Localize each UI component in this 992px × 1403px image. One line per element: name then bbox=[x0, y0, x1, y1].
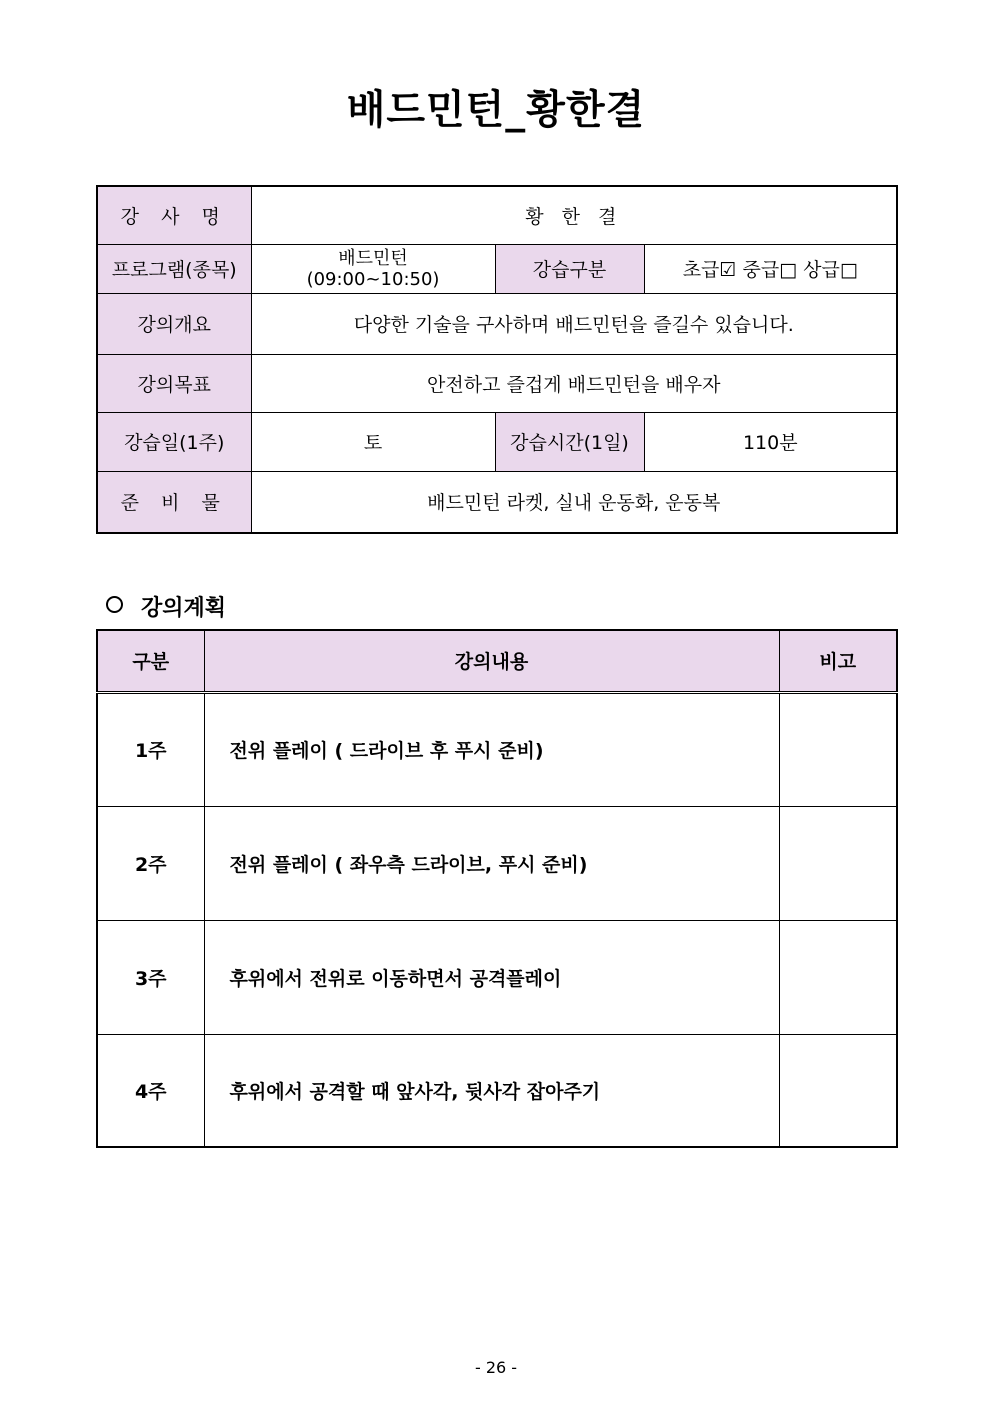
content-cell: 전위 플레이 ( 좌우측 드라이브, 푸시 준비) bbox=[204, 806, 779, 920]
program-label: 프로그램(종목) bbox=[97, 244, 251, 293]
note-cell bbox=[779, 692, 897, 806]
week-cell: 2주 bbox=[97, 806, 204, 920]
note-cell bbox=[779, 1034, 897, 1147]
overview-row bbox=[97, 293, 897, 354]
goal-label: 강의목표 bbox=[97, 354, 251, 412]
table-row bbox=[97, 692, 897, 806]
note-cell bbox=[779, 806, 897, 920]
page-number: - 26 - bbox=[474, 1358, 518, 1377]
supplies-value: 배드민턴 라켓, 실내 운동화, 운동복 bbox=[251, 471, 897, 533]
goal-row bbox=[97, 354, 897, 412]
content-cell: 전위 플레이 ( 드라이브 후 푸시 준비) bbox=[204, 692, 779, 806]
instructor-row bbox=[97, 186, 897, 244]
week-cell: 4주 bbox=[97, 1034, 204, 1147]
schedule-row bbox=[97, 412, 897, 471]
instructor-value: 황 한 결 bbox=[251, 186, 897, 244]
content-cell: 후위에서 전위로 이동하면서 공격플레이 bbox=[204, 920, 779, 1034]
header-division: 구분 bbox=[97, 630, 204, 692]
page-title: 배드민턴_황한결 bbox=[346, 87, 646, 133]
table-row bbox=[97, 920, 897, 1034]
overview-value: 다양한 기술을 구사하며 배드민턴을 즐길수 있습니다. bbox=[251, 293, 897, 354]
plan-header-row bbox=[97, 630, 897, 692]
level-value: 초급☑ 중급□ 상급□ bbox=[644, 244, 897, 293]
plan-heading bbox=[106, 593, 226, 625]
level-label: 강습구분 bbox=[495, 244, 644, 293]
program-value bbox=[251, 244, 495, 293]
circle-bullet-icon bbox=[106, 596, 123, 613]
supplies-row bbox=[97, 471, 897, 533]
lesson-plan-table bbox=[96, 629, 898, 1148]
table-row bbox=[97, 806, 897, 920]
table-row bbox=[97, 1034, 897, 1147]
supplies-label: 준 비 물 bbox=[97, 471, 251, 533]
program-name: 배드민턴 bbox=[338, 247, 408, 269]
week-cell: 3주 bbox=[97, 920, 204, 1034]
goal-value: 안전하고 즐겁게 배드민턴을 배우자 bbox=[251, 354, 897, 412]
program-row bbox=[97, 244, 897, 293]
instructor-label: 강 사 명 bbox=[97, 186, 251, 244]
plan-heading-text: 강의계획 bbox=[141, 596, 227, 621]
note-cell bbox=[779, 920, 897, 1034]
duration-value: 110분 bbox=[644, 412, 897, 471]
course-info-table bbox=[96, 185, 898, 534]
week-cell: 1주 bbox=[97, 692, 204, 806]
day-value: 토 bbox=[251, 412, 495, 471]
overview-label: 강의개요 bbox=[97, 293, 251, 354]
program-time: (09:00~10:50) bbox=[306, 268, 440, 290]
header-content: 강의내용 bbox=[204, 630, 779, 692]
day-label: 강습일(1주) bbox=[97, 412, 251, 471]
header-note: 비고 bbox=[779, 630, 897, 692]
duration-label: 강습시간(1일) bbox=[495, 412, 644, 471]
content-cell: 후위에서 공격할 때 앞사각, 뒷사각 잡아주기 bbox=[204, 1034, 779, 1147]
